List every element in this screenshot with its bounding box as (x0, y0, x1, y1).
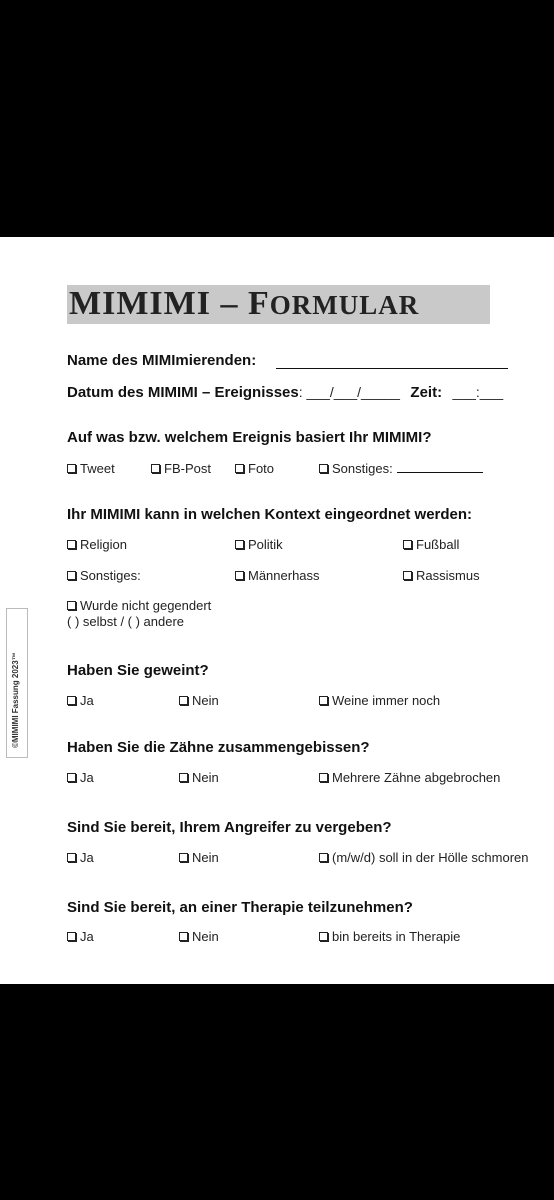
checkbox-icon (319, 464, 328, 473)
checkbox-maennerhass[interactable]: Männerhass (235, 568, 320, 583)
checkbox-vergeben-ja[interactable]: Ja (67, 850, 94, 865)
form-title (69, 284, 419, 330)
checkbox-icon (67, 540, 76, 549)
checkbox-icon (319, 853, 328, 862)
checkbox-icon (67, 464, 76, 473)
checkbox-icon (319, 932, 328, 941)
checkbox-icon (179, 853, 188, 862)
checkbox-icon (235, 464, 244, 473)
name-label: Name des MIMImierenden: (67, 352, 257, 369)
checkbox-icon (179, 932, 188, 941)
top-black-bar (0, 0, 554, 237)
question-zaehne: Haben Sie die Zähne zusammengebissen? (67, 739, 370, 756)
checkbox-foto[interactable]: Foto (235, 461, 274, 476)
checkbox-zaehne-ja[interactable]: Ja (67, 770, 94, 785)
form-title-main: MIMIMI – F (69, 285, 270, 322)
checkbox-sonstiges-source[interactable]: Sonstiges: (319, 461, 483, 476)
gendern-subchoice[interactable]: ( ) selbst / ( ) andere (67, 614, 185, 629)
checkbox-icon (67, 932, 76, 941)
time-label: Zeit: (410, 384, 443, 401)
time-input-pattern[interactable]: ___:___ (452, 384, 504, 400)
checkbox-icon (235, 571, 244, 580)
side-copyright-text: ©MIMIMI Fassung 2023™ (11, 652, 20, 748)
checkbox-geweint-nein[interactable]: Nein (179, 693, 219, 708)
question-source: Auf was bzw. welchem Ereignis basiert Ihr MIMIMI? (67, 429, 432, 446)
form-title-rest: ORMULAR (269, 290, 420, 320)
checkbox-nicht-gegendert[interactable]: Wurde nicht gegendert (67, 598, 211, 613)
checkbox-icon (67, 601, 76, 610)
name-input-line[interactable] (276, 353, 508, 369)
question-vergeben: Sind Sie bereit, Ihrem Angreifer zu vergeben? (67, 819, 392, 836)
checkbox-icon (235, 540, 244, 549)
question-geweint: Haben Sie geweint? (67, 662, 209, 679)
checkbox-icon (179, 773, 188, 782)
checkbox-icon (179, 696, 188, 705)
checkbox-politik[interactable]: Politik (235, 537, 283, 552)
checkbox-icon (67, 773, 76, 782)
checkbox-icon (319, 696, 328, 705)
checkbox-zaehne-abgebrochen[interactable]: Mehrere Zähne abgebrochen (319, 770, 500, 785)
checkbox-icon (67, 853, 76, 862)
checkbox-icon (151, 464, 160, 473)
checkbox-geweint-ja[interactable]: Ja (67, 693, 94, 708)
checkbox-icon (67, 696, 76, 705)
checkbox-weine-immer-noch[interactable]: Weine immer noch (319, 693, 440, 708)
checkbox-rassismus[interactable]: Rassismus (403, 568, 480, 583)
date-row (67, 384, 503, 402)
checkbox-hoelle[interactable]: (m/w/d) soll in der Hölle schmoren (319, 850, 529, 865)
question-therapie: Sind Sie bereit, an einer Therapie teilzunehmen? (67, 899, 413, 916)
checkbox-therapie-nein[interactable]: Nein (179, 929, 219, 944)
date-label: Datum des MIMIMI – Ereignisses (67, 384, 299, 401)
checkbox-vergeben-nein[interactable]: Nein (179, 850, 219, 865)
checkbox-fussball[interactable]: Fußball (403, 537, 459, 552)
date-input-pattern[interactable]: : ___/___/_____ (298, 384, 400, 400)
checkbox-zaehne-nein[interactable]: Nein (179, 770, 219, 785)
question-context: Ihr MIMIMI kann in welchen Kontext eingeordnet werden: (67, 506, 473, 523)
checkbox-sonstiges-context[interactable]: Sonstiges: (67, 568, 141, 583)
checkbox-tweet[interactable]: Tweet (67, 461, 115, 476)
checkbox-fb-post[interactable]: FB-Post (151, 461, 211, 476)
checkbox-icon (403, 540, 412, 549)
checkbox-therapie-ja[interactable]: Ja (67, 929, 94, 944)
checkbox-bereits-therapie[interactable]: bin bereits in Therapie (319, 929, 460, 944)
sonstiges-input-line[interactable] (397, 461, 483, 473)
checkbox-icon (67, 571, 76, 580)
checkbox-icon (319, 773, 328, 782)
bottom-black-bar (0, 984, 554, 1200)
checkbox-religion[interactable]: Religion (67, 537, 127, 552)
checkbox-icon (403, 571, 412, 580)
